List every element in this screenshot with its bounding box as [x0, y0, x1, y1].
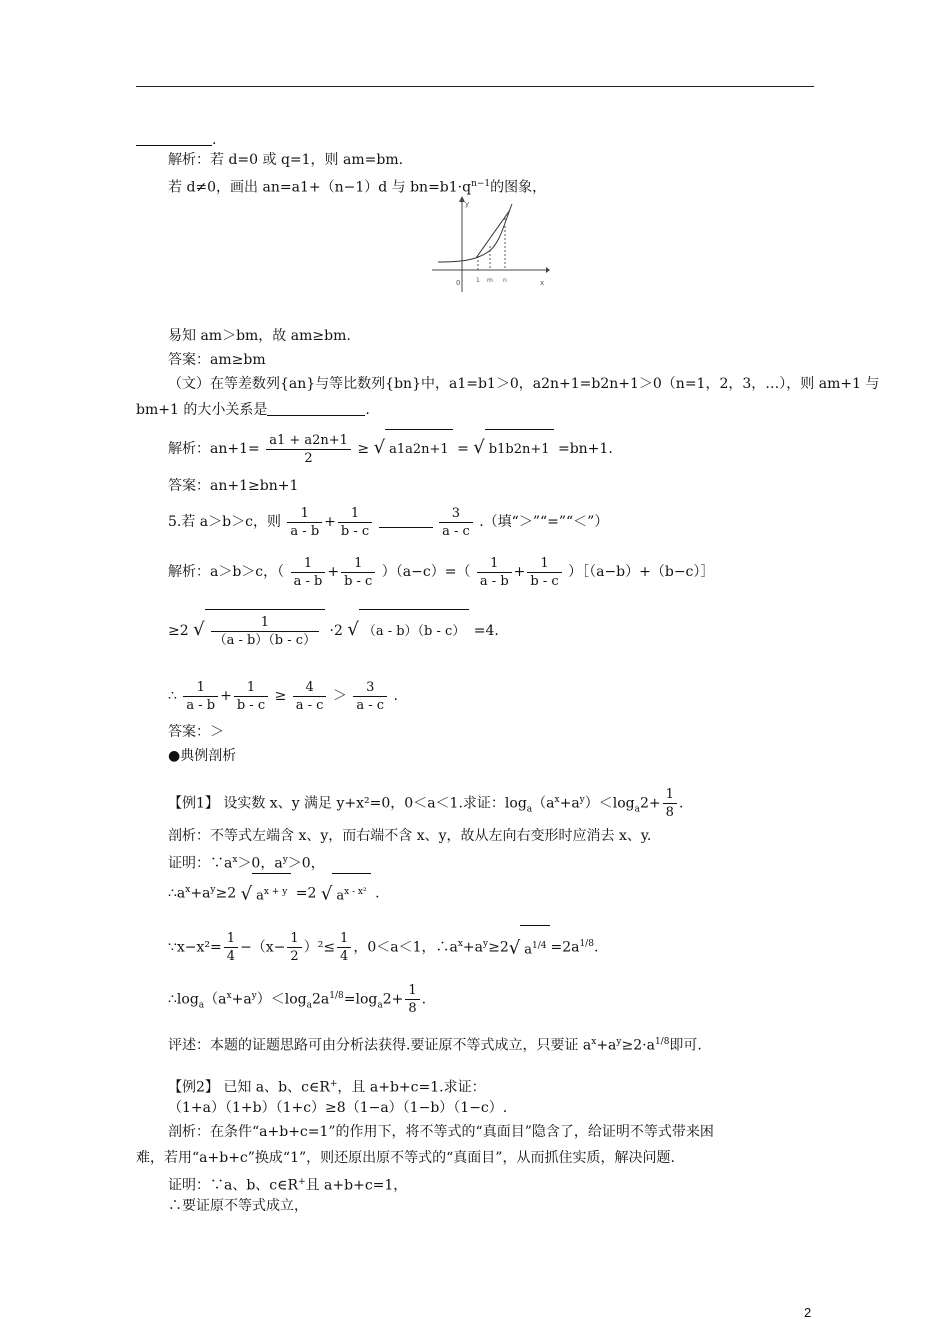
- graph-label-m: m: [487, 277, 493, 284]
- graph-label-x: x: [540, 279, 545, 287]
- text-line: 剖析：不等式左端含 x、y，而右端不含 x、y，故从左向右变形时应消去 x、y.: [168, 828, 652, 844]
- text-line: 评述：本题的证题思路可由分析法获得.要证原不等式成立，只要证 $a^x+a^y\ge 2\cdot a^{1/8}$即可.: [168, 1037, 702, 1054]
- text-line: $\therefore\log_a(a^x+a^y)<\log_a2a^{1/8}=\log_a2+$ $\frac{1}{8}$ .: [168, 983, 427, 1017]
- text-line: 【例1】 设实数 x、y 满足 y+x²=0，0＜a＜1.求证：$\log_a(a^x+a^y)<\log_a2+$ $\frac{1}{8}$ .: [168, 787, 684, 821]
- text-line: 答案：am≥bm: [168, 352, 266, 368]
- graph-label-0: 0: [456, 279, 461, 287]
- text-line: 剖析：在条件“a+b+c=1”的作用下，将不等式的“真面目”隐含了，给证明不等式带来困: [168, 1124, 714, 1140]
- text-line: 解析：若 d=0 或 q=1，则 am=bm.: [168, 152, 404, 168]
- text-line: $\therefore a^x+a^y\ge 2$ √ $a^{x + y} =2$ √ $a^{x - x^2}$ .: [168, 872, 380, 914]
- text-line: 证明：$\because a^x>0$，$a^y>0$，: [168, 855, 325, 872]
- sequence-graph: [432, 196, 550, 294]
- text-line: 【例2】 已知 a、b、c∈R+，且 a+b+c=1.求证：: [168, 1079, 486, 1096]
- answer-blank-line: .: [136, 130, 216, 150]
- graph-label-n: n: [503, 277, 507, 284]
- text-line: （文）在等差数列{an}与等比数列{bn}中，a1=b1＞0，a2n+1=b2n+1＞0（n=1，2，3，…），则 am+1 与: [168, 376, 880, 392]
- graph-label-y: y: [465, 200, 470, 208]
- text-line: 若 d≠0，画出 an=a1+（n−1）d 与 $bn=b1\cdot q^{n-1}$的图象，: [168, 179, 547, 196]
- text-line: ≥2 √ $\frac{1}{(a - b)(b - c)}$ ·2 √ （a - b）（b - c） =4.: [168, 608, 499, 654]
- header-rule: [136, 86, 814, 87]
- text-line: 难，若用“a+b+c”换成“1”，则还原出原不等式的“真面目”，从而抓住实质，解决问题.: [136, 1150, 675, 1166]
- text-line: 易知 am＞bm，故 am≥bm.: [168, 328, 351, 344]
- text-line: （1+a）（1+b）（1+c）≥8（1−a）（1−b）（1−c）.: [168, 1100, 508, 1116]
- text-line: 5.若 a＞b＞c，则 $\frac{1}{a - b}$ + $\frac{1}{b - c}$ $\frac{3}{a - c}$ .（填“＞”“=”“＜”）: [168, 505, 609, 539]
- text-line: ∴ $\frac{1}{a - b}$ + $\frac{1}{b - c}$ ≥ $\frac{4}{a - c}$ ＞ $\frac{3}{a - c}$ .: [168, 679, 398, 713]
- text-line: 解析：a＞b＞c，（ $\frac{1}{a - b}$ + $\frac{1}{b - c}$ ）（a−c）=（ $\frac{1}{a - b}$ + $\frac{1}{b - c}$ ）［（a−b）+（b−c）］: [168, 555, 715, 589]
- graph-label-1: 1: [476, 277, 480, 284]
- text-line: ∴要证原不等式成立，: [168, 1198, 308, 1214]
- text-line: 解析：an+1= $\frac{a1 + a2n+1}{2}$ ≥ √ a1a2n+1 = √ b1b2n+1 =bn+1.: [168, 428, 613, 470]
- section-heading: ●典例剖析: [168, 748, 237, 764]
- text-line: ∵x−x²= $\frac{1}{4}$ −（x− $\frac{1}{2}$ ）²≤ $\frac{1}{4}$ ，0＜a＜1，$\therefore a^x+a^y\ge 2√$ $a^{1/4} =2a^{1/8}$.: [168, 924, 598, 970]
- page-number: 2: [804, 1305, 812, 1320]
- text-line: bm+1 的大小关系是 .: [136, 402, 370, 418]
- text-line: 证明：∵a、b、c∈R+且 a+b+c=1，: [168, 1177, 408, 1194]
- text-line: 答案：an+1≥bn+1: [168, 478, 299, 494]
- text-line: 答案：＞: [168, 724, 224, 740]
